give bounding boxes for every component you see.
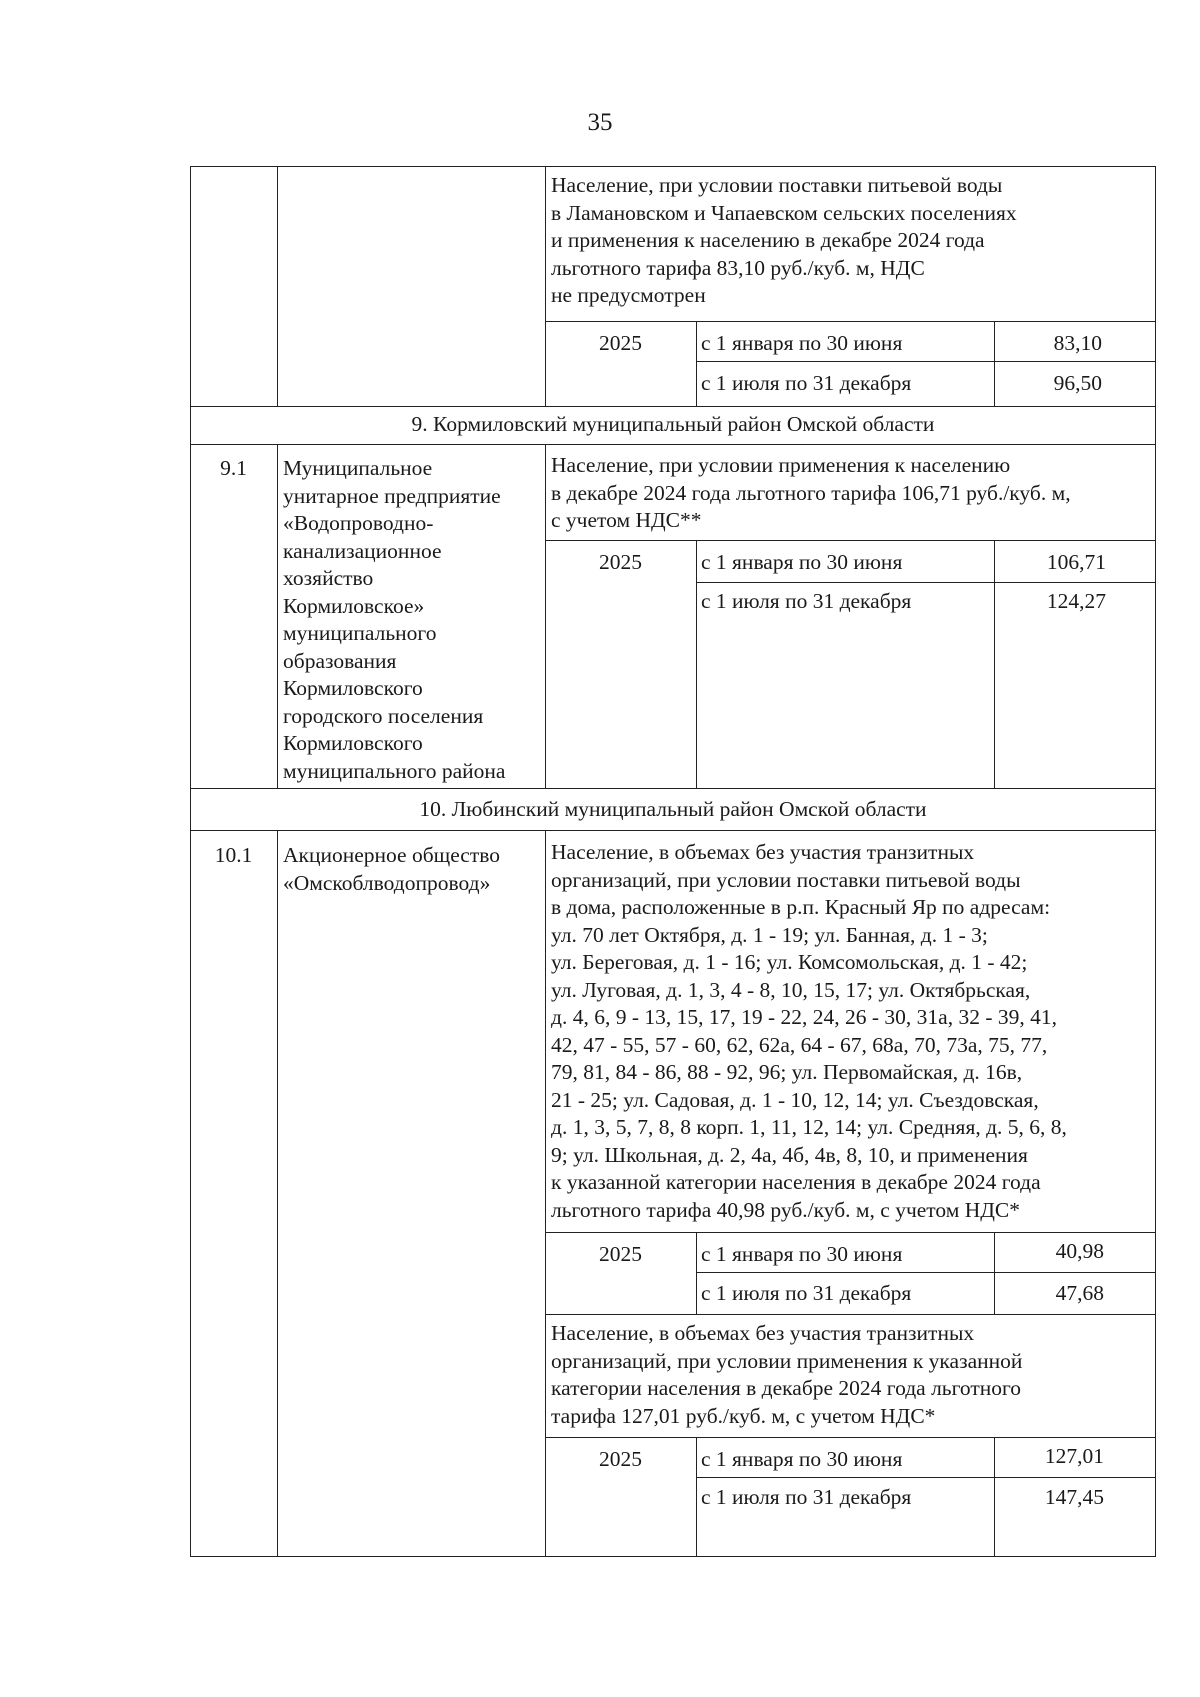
period-cell: с 1 июля по 31 декабря xyxy=(701,1281,912,1305)
page-number: 35 xyxy=(587,109,613,136)
row-divider xyxy=(190,830,1156,831)
col-divider xyxy=(545,444,546,788)
tariff-value: 40,98 xyxy=(1055,1239,1104,1263)
period-cell: с 1 июля по 31 декабря xyxy=(701,1485,912,1509)
row-divider xyxy=(696,1477,1156,1478)
period-cell: с 1 июля по 31 декабря xyxy=(701,589,912,613)
year-cell: 2025 xyxy=(599,1447,642,1471)
col-divider xyxy=(696,540,697,788)
row-divider xyxy=(696,361,1156,362)
tariff-value: 147,45 xyxy=(1044,1485,1104,1509)
col-divider xyxy=(277,830,278,1557)
row-divider xyxy=(190,406,1156,407)
category-text: Население, в объемах без участия транзитных организаций, при условии поставки питьевой воды в дома, расположенные в р.п. Красный Яр по адресам: ул. 70 лет Октября, д. 1 - 19; ул. Банная, д. 1 - 3; ул. Береговая, д. 1 - 16; ул. Комсомольская, д. 1 - 42; ул. Луговая, д. 1, 3, 4 - 8, 10, 15, 17; ул. Октябрьская, д. 4, 6, 9 - 13, 15, 17, 19 - 22, 24, 26 - 30, 31а, 32 - 39, 41, 42, 47 - 55, 57 - 60, 62, 62а, 64 - 67, 68а, 70, 73а, 75, 77, 79, 81, 84 - 86, 88 - 92, 96; ул. Первомайская, д. 16в, 21 - 25; ул. Садовая, д. 1 - 10, 12, 14; ул. Съездовская, д. 1, 3, 5, 7, 8, 8 корп. 1, 11, 12, 14; ул. Средняя, д. 5, 6, 8, 9; ул. Школьная, д. 2, 4а, 4б, 4в, 8, 10, и применения к указанной категории населения в декабре 2024 года льготного тарифа 40,98 руб./куб. м, с учетом НДС* xyxy=(551,840,1067,1222)
col-divider xyxy=(994,540,995,788)
item-number: 10.1 xyxy=(214,843,253,867)
row-divider xyxy=(545,321,1156,322)
tariff-value: 127,01 xyxy=(1044,1444,1104,1468)
row-divider xyxy=(545,540,1156,541)
year-cell: 2025 xyxy=(599,1242,642,1266)
row-divider xyxy=(545,1232,1156,1233)
tariff-value: 96,50 xyxy=(1053,371,1102,395)
tariff-value: 106,71 xyxy=(1046,550,1106,574)
period-cell: с 1 июля по 31 декабря xyxy=(701,371,912,395)
period-cell: с 1 января по 30 июня xyxy=(701,550,903,574)
year-cell: 2025 xyxy=(599,331,642,355)
col-divider xyxy=(696,321,697,406)
col-divider xyxy=(696,1232,697,1314)
row-divider xyxy=(696,1272,1156,1273)
year-cell: 2025 xyxy=(599,550,642,574)
period-cell: с 1 января по 30 июня xyxy=(701,1242,903,1266)
tariff-value: 47,68 xyxy=(1055,1281,1104,1305)
row-divider xyxy=(190,444,1156,445)
category-text: Население, при условии поставки питьевой воды в Ламановском и Чапаевском сельских поселениях и применения к населению в декабре 2024 года льготного тарифа 83,10 руб./куб. м, НДС не предусмотрен xyxy=(551,173,1017,307)
col-divider xyxy=(277,444,278,788)
tariff-value: 124,27 xyxy=(1046,589,1106,613)
period-cell: с 1 января по 30 июня xyxy=(701,331,903,355)
row-divider xyxy=(545,1437,1156,1438)
item-number: 9.1 xyxy=(220,456,247,480)
row-divider xyxy=(696,582,1156,583)
row-divider xyxy=(190,788,1156,789)
section-title: 9. Кормиловский муниципальный район Омской области xyxy=(411,412,935,436)
category-text: Население, при условии применения к населению в декабре 2024 года льготного тарифа 106,71 руб./куб. м, с учетом НДС** xyxy=(551,453,1071,532)
col-divider xyxy=(545,166,546,406)
row-divider xyxy=(545,1314,1156,1315)
organization-name: Акционерное общество «Омскоблводопровод» xyxy=(283,843,500,895)
organization-name: Муниципальное унитарное предприятие «Водопроводно- канализационное хозяйство Кормиловское» муниципального образования Кормиловского городского поселения Кормиловского муниципального района xyxy=(283,456,506,783)
section-title: 10. Любинский муниципальный район Омской области xyxy=(419,797,927,821)
tariff-value: 83,10 xyxy=(1053,331,1102,355)
category-text: Население, в объемах без участия транзитных организаций, при условии применения к указанной категории населения в декабре 2024 года льготного тарифа 127,01 руб./куб. м, с учетом НДС* xyxy=(551,1321,1023,1428)
col-divider xyxy=(696,1437,697,1557)
period-cell: с 1 января по 30 июня xyxy=(701,1447,903,1471)
col-divider xyxy=(277,166,278,406)
